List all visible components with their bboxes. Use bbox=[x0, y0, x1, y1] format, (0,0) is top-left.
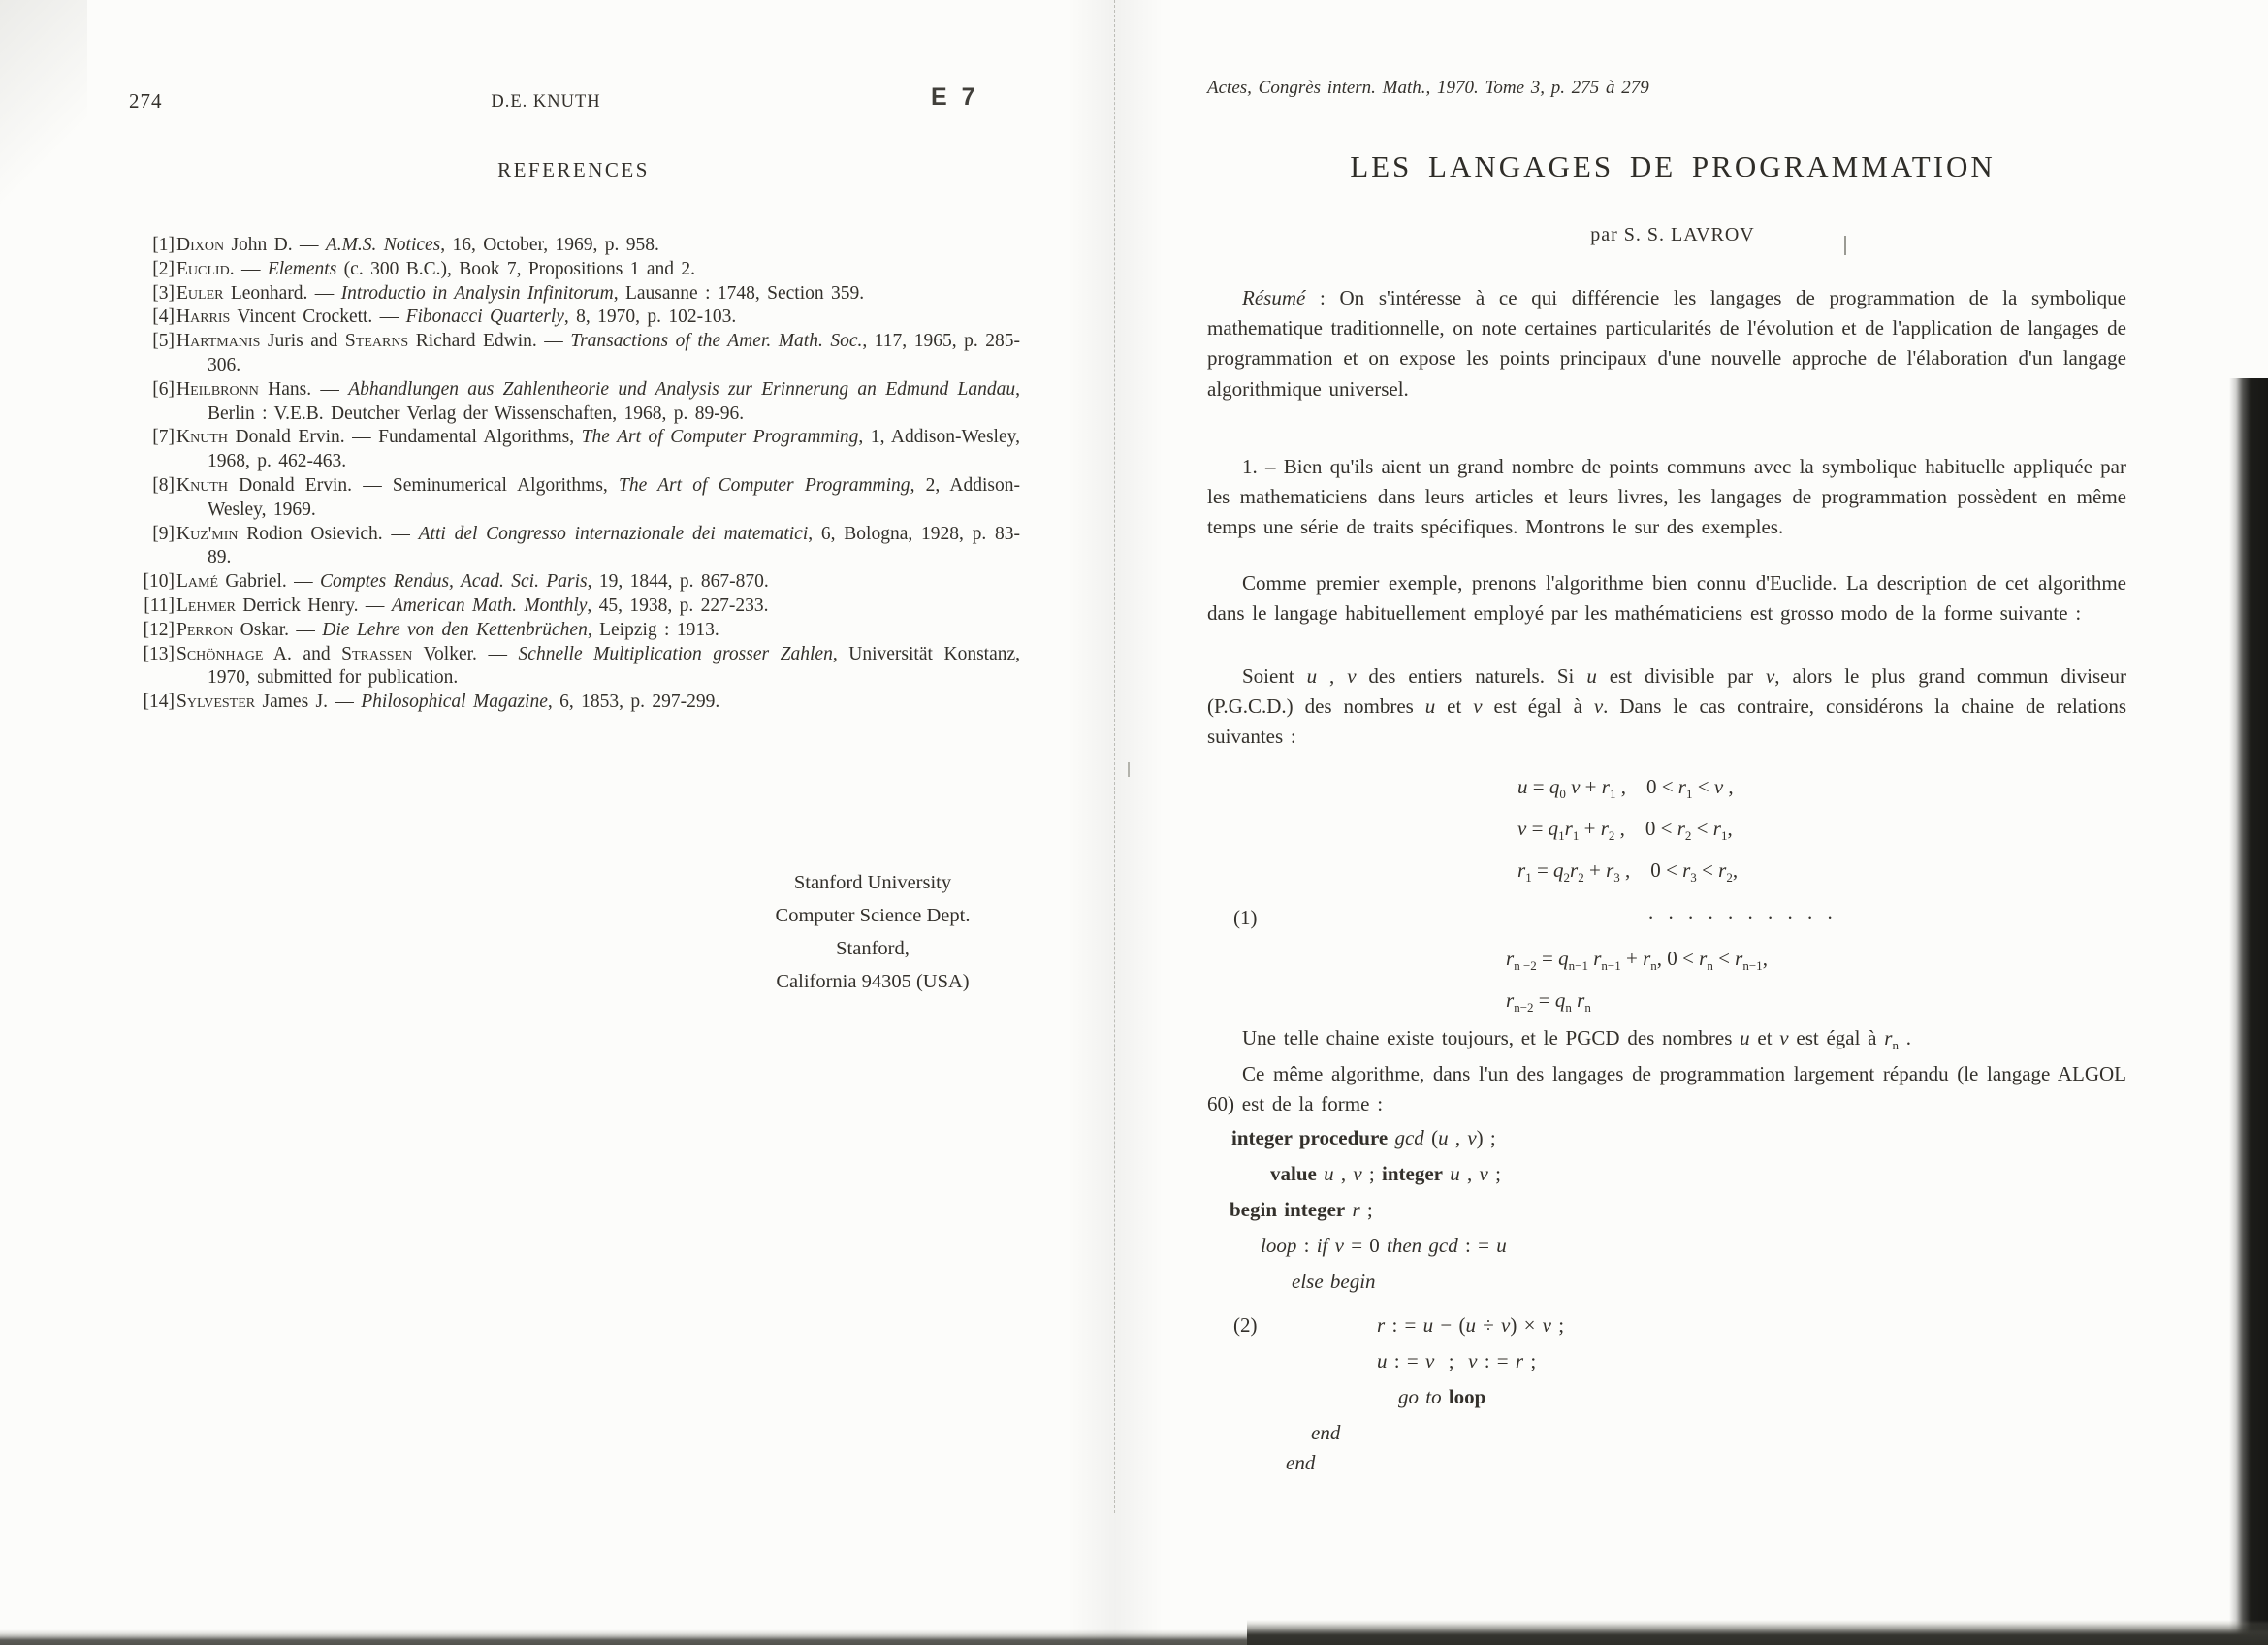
code-line: r : = u − (u ÷ v) × v ; bbox=[1377, 1313, 1565, 1337]
reference-number: [7] bbox=[152, 427, 175, 448]
equation-line: $u = q_0$ $v + r_1$ , $0 < r_1 < v$ , bbox=[1517, 775, 1734, 802]
reference-number: [6] bbox=[152, 378, 175, 400]
scan-edge-right bbox=[2229, 378, 2268, 1645]
reference-item bbox=[136, 330, 1020, 378]
reference-text: Hartmanis Juris and Stearns Richard Edwin. — Transactions of the Amer. Math. Soc., 117, 1965, p. 285-306. bbox=[176, 331, 1020, 375]
page-number: 274 bbox=[129, 89, 163, 113]
body-paragraph-3: Soient u , v des entiers naturels. Si u est divisible par v, alors le plus grand commun diviseur (P.G.C.D.) des nombres u et v est égal à v. Dans le cas contraire, considérons la chaine de relations suivantes : bbox=[1207, 664, 2127, 749]
reference-number: [4] bbox=[152, 306, 175, 328]
reference-number: [14] bbox=[143, 692, 175, 713]
reference-number: [3] bbox=[152, 282, 175, 304]
equation-number-label: (1) bbox=[1233, 906, 1258, 929]
equation-line: . . . . . . . . . . bbox=[1648, 900, 1837, 923]
reference-text: Perron Oskar. — Die Lehre von den Kettenbrüchen, Leipzig : 1913. bbox=[176, 619, 719, 640]
code-number-label: (2) bbox=[1233, 1313, 1258, 1337]
code-line: u : = v ; v : = r ; bbox=[1377, 1349, 1537, 1372]
right-page bbox=[1115, 0, 2230, 1645]
equation-lines bbox=[1207, 772, 2126, 1015]
reference-text: Dixon John D. — A.M.S. Notices, 16, October, 1969, p. 958. bbox=[176, 235, 659, 255]
address-line: California 94305 (USA) bbox=[776, 971, 970, 992]
scan-edge-bottom-right bbox=[1247, 1620, 2268, 1645]
algol-code-block bbox=[1207, 1123, 2126, 1484]
reference-number: [8] bbox=[152, 474, 175, 496]
reference-text: Kuz'min Rodion Osievich. — Atti del Congresso internazionale dei matematici, 6, Bologna, 1928, p. 83-89. bbox=[176, 523, 1020, 568]
equation-line: $r_1 = q_2r_2 + r_3$ , $0 < r_3 < r_2$, bbox=[1517, 858, 1739, 886]
address-line: Computer Science Dept. bbox=[775, 905, 971, 926]
body-paragraph-4: Une telle chaine existe toujours, et le PGCD des nombres u et v est égal à $r_n$ . bbox=[1242, 1026, 1911, 1053]
reference-text: Lamé Gabriel. — Comptes Rendus, Acad. Sci. Paris, 19, 1844, p. 867-870. bbox=[176, 571, 769, 593]
reference-number: [12] bbox=[143, 619, 175, 640]
code-line: end bbox=[1311, 1421, 1341, 1444]
address-line: Stanford, bbox=[836, 938, 910, 959]
references-heading: REFERENCES bbox=[497, 158, 650, 181]
article-title: LES LANGAGES DE PROGRAMMATION bbox=[1350, 149, 1996, 183]
code-line: value u , v ; integer u , v ; bbox=[1270, 1162, 1501, 1185]
reference-item bbox=[136, 523, 1020, 571]
code-lines bbox=[1207, 1123, 2126, 1484]
reference-item bbox=[136, 474, 1020, 523]
reference-text: Knuth Donald Ervin. — Seminumerical Algorithms, The Art of Computer Programming, 2, Addison-Wesley, 1969. bbox=[176, 474, 1020, 520]
body-paragraph-2: Comme premier exemple, prenons l'algorithme bien connu d'Euclide. La description de cet algorithme dans le langage habituellement employé par les mathématiciens est grosso modo de la forme suivante : bbox=[1207, 571, 2126, 626]
reference-item bbox=[136, 426, 1020, 474]
code-line: integer procedure gcd (u , v) ; bbox=[1231, 1126, 1496, 1149]
references-list bbox=[136, 234, 1020, 715]
reference-number: [5] bbox=[152, 331, 175, 352]
reference-item bbox=[136, 643, 1020, 692]
reference-text: Harris Vincent Crockett. — Fibonacci Quarterly, 8, 1970, p. 102-103. bbox=[176, 306, 737, 328]
left-page bbox=[0, 0, 1115, 1645]
reference-item bbox=[136, 282, 1020, 306]
reference-text: Sylvester James J. — Philosophical Magazine, 6, 1853, p. 297-299. bbox=[176, 692, 720, 713]
reference-number: [13] bbox=[143, 643, 175, 664]
reference-number: [9] bbox=[152, 523, 175, 544]
reference-number: [1] bbox=[152, 235, 175, 255]
euclid-equation-block bbox=[1207, 772, 2126, 1027]
reference-text: Euler Leonhard. — Introductio in Analysin Infinitorum, Lausanne : 1748, Section 359. bbox=[176, 282, 865, 304]
reference-text: Euclid. — Elements (c. 300 B.C.), Book 7, Propositions 1 and 2. bbox=[176, 258, 696, 279]
address-line: Stanford University bbox=[793, 872, 952, 893]
reference-item bbox=[136, 595, 1020, 619]
journal-citation-line: Actes, Congrès intern. Math., 1970. Tome 3, p. 275 à 279 bbox=[1207, 78, 1649, 98]
code-line: else begin bbox=[1292, 1270, 1376, 1293]
equation-line: $v = q_1r_1 + r_2$ , $0 < r_2 < r_1$, bbox=[1517, 817, 1733, 844]
reference-text: Heilbronn Hans. — Abhandlungen aus Zahlentheorie und Analysis zur Erinnerung an Edmund Landau, Berlin : V.E.B. Deutcher Verlag der Wissenschaften, 1968, p. 89-96. bbox=[176, 378, 1020, 424]
author-address-block bbox=[601, 866, 1144, 998]
running-head: D.E. KNUTH bbox=[491, 92, 601, 112]
reference-text: Knuth Donald Ervin. — Fundamental Algorithms, The Art of Computer Programming, 1, Addison-Wesley, 1968, p. 462-463. bbox=[176, 427, 1020, 472]
body-paragraph-1: 1. – Bien qu'ils aient un grand nombre de points communs avec la symbolique habituelle appliquée par les mathematiciens dans leurs articles et leurs livres, les langages de programmation possèdent en même temps une série de traits spécifiques. Montrons le sur des exemples. bbox=[1207, 455, 2126, 539]
reference-item bbox=[136, 570, 1020, 595]
reference-item bbox=[136, 258, 1020, 282]
reference-item bbox=[136, 234, 1020, 258]
reference-number: [11] bbox=[144, 595, 175, 616]
abstract-paragraph: Résumé : On s'intéresse à ce qui différencie les langages de programmation de la symbolique mathematique traditionnelle, on note certaines particularités de l'évolution et de l'application de langages de programmation et on expose les points principaux d'une nouvelle approche de l'élaboration d'un langage algorithmique universel. bbox=[1207, 286, 2126, 401]
code-line: go to loop bbox=[1398, 1385, 1486, 1408]
reference-text: Schönhage A. and Strassen Volker. — Schnelle Multiplication grosser Zahlen, Universität Konstanz, 1970, submitted for publication. bbox=[176, 643, 1021, 689]
author-byline: par S. S. LAVROV bbox=[1590, 224, 1755, 245]
reference-text: Lehmer Derrick Henry. — American Math. Monthly, 45, 1938, p. 227-233. bbox=[176, 595, 769, 616]
reference-number: [2] bbox=[152, 258, 175, 279]
equation-line: $r_{n -2} = q_{n-1}$ $r_{n-1} + r_n$, $0 < r_n < r_{n-1}$, bbox=[1506, 947, 1768, 974]
body-paragraph-5: Ce même algorithme, dans l'un des langages de programmation largement répandu (le langage ALGOL 60) est de la forme : bbox=[1207, 1062, 2126, 1116]
code-line: loop : if v = 0 then gcd : = u bbox=[1261, 1234, 1507, 1257]
scan-speck bbox=[1844, 236, 1846, 255]
code-line: end bbox=[1286, 1451, 1316, 1474]
code-line: begin integer r ; bbox=[1230, 1198, 1373, 1221]
reference-number: [10] bbox=[143, 571, 175, 593]
scan-speck bbox=[1128, 762, 1130, 777]
reference-item bbox=[136, 619, 1020, 643]
equation-line: $r_{n-2} = q_n$ $r_n$ bbox=[1506, 988, 1591, 1016]
session-code-label: E 7 bbox=[931, 83, 979, 111]
reference-item bbox=[136, 691, 1020, 715]
reference-item bbox=[136, 378, 1020, 427]
reference-item bbox=[136, 306, 1020, 330]
